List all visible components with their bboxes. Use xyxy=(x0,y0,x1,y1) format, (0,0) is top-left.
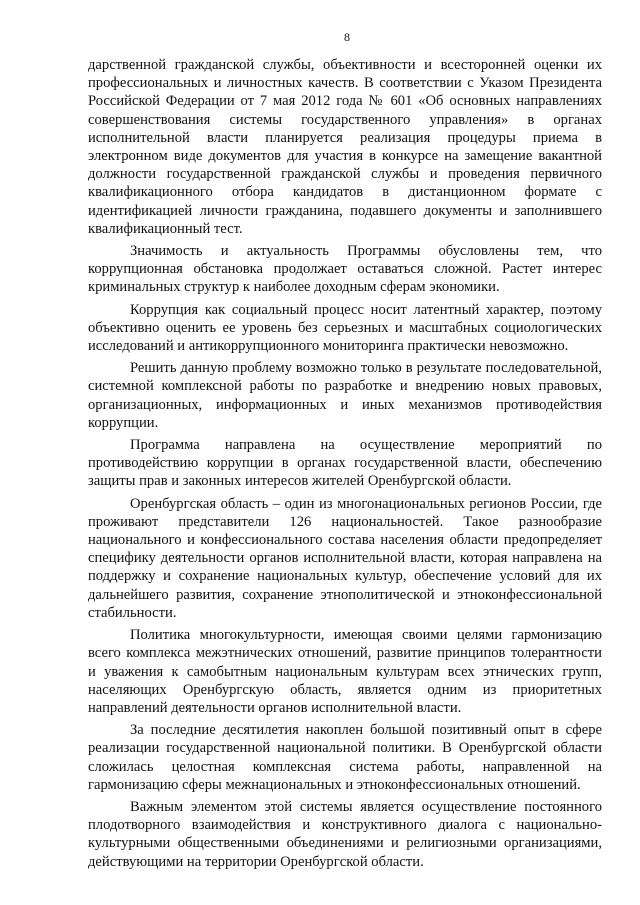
paragraph-program-relevance: Значимость и актуальность Программы обусловлены тем, что коррупционная обстановка продолжает оставаться сложной. Растет интерес криминальных структур к наиболее доходным сферам экономики. xyxy=(88,243,602,296)
page-number: 8 xyxy=(344,30,350,44)
paragraph-multiculturalism-policy: Политика многокультурности, имеющая своими целями гармонизацию всего комплекса межэтнических отношений, развитие принципов толерантности и уважения к самобытным национальным культурам всех этнических групп, населяющих Оренбургскую область, является одним из приоритетных направлений деятельности органов исполнительной власти. xyxy=(88,627,602,716)
paragraph-program-aim: Программа направлена на осуществление мероприятий по противодействию коррупции в органах государственной власти, обеспечению защиты прав и законных интересов жителей Оренбургской области. xyxy=(88,437,602,490)
paragraph-national-policy-experience: За последние десятилетия накоплен большой позитивный опыт в сфере реализации государственной национальной политики. В Оренбургской области сложилась целостная комплексная система работы, направленной на гармонизацию сферы межнациональных и этноконфессиональных отношений. xyxy=(88,722,602,793)
paragraph-continued: дарственной гражданской службы, объективности и всесторонней оценки их профессиональных и личностных качеств. В соответствии с Указом Президента Российской Федерации от 7 мая 2012 года № 601 «Об основных направлениях совершенствования системы государственного управления» в органах исполнительной власти планируется реализация процедуры приема в электронном виде документов для участия в конкурсе на замещение вакантной должности государственной гражданской службы и проведения первичного квалификационного отбора кандидатов в дистанционном формате с идентификацией личности гражданина, подавшего документы и заполнившего квалификационный тест. xyxy=(88,57,602,237)
paragraph-multinational-region: Оренбургская область – один из многонациональных регионов России, где проживают представители 126 национальностей. Такое разнообразие национального и конфессионального состава населения области предопределяет специфику деятельности органов исполнительной власти, которая направлена на поддержку и сохранение национальных культур, обеспечение условий для их дальнейшего развития, сохранение этнополитической и этноконфессиональной стабильности. xyxy=(88,495,602,621)
paragraph-dialogue-element: Важным элементом этой системы является осуществление постоянного плодотворного взаимодействия и конструктивного диалога с национально-культурными общественными объединениями и религиозными организациями, действующими на территории Оренбургской области. xyxy=(88,798,602,870)
document-body xyxy=(88,56,602,871)
paragraph-corruption-latent: Коррупция как социальный процесс носит латентный характер, поэтому объективно оценить ее уровень без серьезных и масштабных социологических исследований и антикоррупционного мониторинга практически невозможно. xyxy=(88,301,602,355)
paragraph-systemic-work: Решить данную проблему возможно только в результате последовательной, системной комплексной работы по разработке и внедрению новых правовых, организационных, информационных и иных механизмов противодействия коррупции. xyxy=(88,360,602,431)
